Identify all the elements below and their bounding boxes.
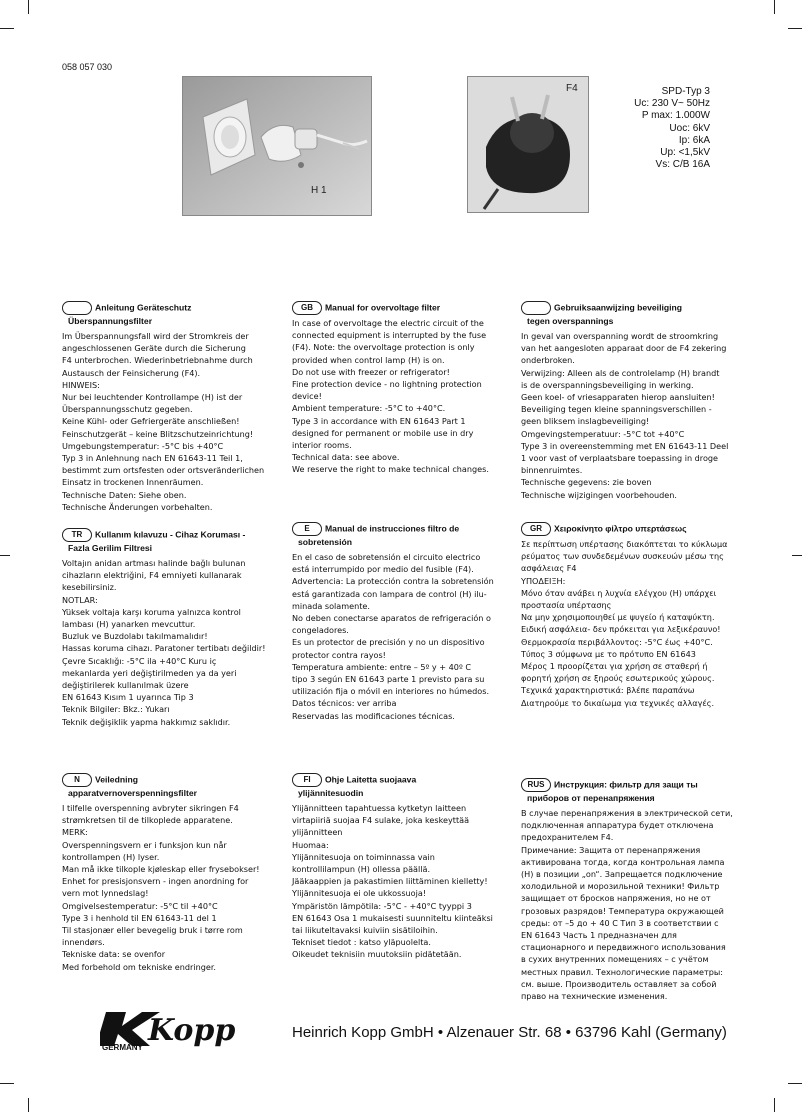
kopp-logo — [100, 1006, 242, 1052]
section-text-line: Huomaa: — [292, 839, 329, 850]
spec-line: Uc: 230 V~ 50Hz — [634, 98, 710, 110]
section-text-line: Technische Daten: Siehe oben. — [62, 489, 187, 500]
spec-line: SPD-Typ 3 — [661, 86, 710, 97]
section-text-line: mekanlarda yeri değiştirilmeden ya da yeri — [62, 667, 237, 678]
crop-mark — [788, 28, 802, 29]
section-title — [62, 773, 282, 800]
section-text-line: is de overspanningsbeveiliging in werking. — [521, 379, 694, 390]
language-badge — [62, 301, 92, 315]
section-title-line1: Veiledning — [95, 774, 138, 785]
section-text-line: Tekniset tiedot : katso yläpuolelta. — [292, 937, 431, 948]
section-text-line: vern mot lynnedslag! — [62, 888, 149, 899]
section-text-line: Technical data: see above. — [292, 452, 400, 463]
section-title-line2: Überspannungsfilter — [68, 316, 153, 326]
section-text-line: Çevre Sıcaklığı: -5°C ila +40°C Kuru iç — [62, 655, 217, 666]
section-text-line: в сухих внутренних помещениях – с учётом — [521, 954, 709, 965]
section-text-line: Omgevingstemperatuur: -5°C tot +40°C — [521, 428, 685, 439]
section-text-line: Type 3 in overeenstemming met EN 61643-11 Deel — [521, 440, 729, 451]
section-text-line: Überspannungsschutz gegeben. — [62, 404, 193, 415]
section-title-line1: Anleitung Geräteschutz — [95, 302, 192, 313]
section-title-line1: Инструкция: фильтр для защи ты — [554, 779, 698, 790]
section-text-line: см. выше. Производитель оставляет за собой — [521, 978, 717, 989]
section-text-line: virtapiiriä suojaa F4 sulake, joka keskeyttää — [292, 815, 470, 826]
section-title-line2: приборов от перенапряжения — [527, 793, 655, 803]
section-text-line: Keine Kühl- oder Gefriergeräte anschließen! — [62, 416, 240, 427]
language-badge: TR — [62, 528, 92, 542]
section-title — [521, 778, 766, 805]
section-text-line: tipo 3 según EN 61643 parte 1 previsto para su — [292, 674, 485, 685]
section-text-line: Voltajın anidan artması halinde bağlı bulunan — [62, 558, 246, 568]
language-badge: E — [292, 522, 322, 536]
section-text-line: Med forbehold om tekniske endringer. — [62, 961, 216, 972]
section-text-line: Enhet for presisjonsvern - ingen anordning for — [62, 876, 249, 887]
section-text-line: 1 voor vast of verplaatsbare toepassing in droge — [521, 453, 719, 464]
section-norwegian — [62, 773, 282, 973]
section-german — [62, 301, 282, 513]
section-text-line: innendørs. — [62, 937, 105, 948]
section-text-line: Τεχνικά χαρακτηριστικά: βλέπε παραπάνω — [521, 685, 695, 696]
section-title — [292, 301, 512, 315]
section-text-line: Ambient temperature: -5°C to +40°C. — [292, 403, 446, 414]
fold-mark — [792, 555, 802, 556]
section-text-line: (H) в позиции „on“. Запрещается подключение — [521, 869, 723, 880]
section-text-line: EN 61643 Osa 1 mukaisesti suunniteltu kiinteäksi — [292, 912, 493, 923]
section-text-line: Til stasjonær eller bevegelig bruk i tørre rom — [62, 925, 243, 936]
section-title-line2: Fazla Gerilim Filtresi — [68, 543, 153, 553]
section-text-line: EN 61643 Kısım 1 uyarınca Tip 3 — [62, 692, 194, 703]
section-text-line: Μέρος 1 προορίζεται για χρήση σε σταθερή ή — [521, 661, 708, 672]
section-text-line: Typ 3 in Anlehnung nach EN 61643-11 Teil 1, — [62, 453, 243, 464]
technical-specs — [600, 86, 710, 171]
spec-line: Ip: 6kA — [678, 134, 710, 146]
section-text-line: Technische Änderungen vorbehalten. — [62, 501, 213, 512]
section-text-line: Μόνο όταν ανάβει η λυχνία ελέγχου (H) υπάρχει — [521, 587, 717, 598]
section-text-line: Im Überspannungsfall wird der Stromkreis der — [62, 331, 249, 341]
language-badge: FI — [292, 773, 322, 787]
section-text-line: Τύπος 3 σύμφωνα με το πρότυπο EN 61643 — [521, 648, 696, 659]
section-text-line: NOTLAR: — [62, 594, 98, 605]
section-text-line: Do not use with freezer or refrigerator! — [292, 366, 450, 377]
section-text-line: Σε περίπτωση υπέρτασης διακόπτεται το κύκλωμα — [521, 539, 728, 549]
section-text-line: Austausch der Feinsicherung (F4). — [62, 367, 201, 378]
section-title — [521, 522, 766, 536]
section-text-line: connected equipment is interrupted by the fuse — [292, 330, 487, 341]
language-badge — [521, 301, 551, 315]
section-text-line: Einsatz in trockenen Innenräumen. — [62, 477, 204, 488]
crop-mark — [788, 1083, 802, 1084]
section-text-line: подключенная аппаратура будет отключена — [521, 820, 714, 831]
section-text-line: strømkretsen til de tilkoplede apparatene. — [62, 815, 233, 826]
section-greek — [521, 522, 766, 709]
section-text-line: Type 3 i henhold til EN 61643-11 del 1 — [62, 912, 217, 923]
crop-mark — [774, 1098, 775, 1112]
crop-mark — [28, 0, 29, 14]
section-text-line: среды: от –5 до + 40 С Тип 3 в соответствии с — [521, 917, 719, 928]
section-text-line: Teknik Bilgiler: Bkz.: Yukarı — [62, 704, 170, 715]
section-text-line: cihazların elektriğini, F4 emniyeti kullanarak — [62, 570, 242, 581]
section-text-line: Примечание: Защита от перенапряжения — [521, 844, 701, 855]
section-text-line: está garantizada con lampara de control (H) ilu- — [292, 588, 487, 599]
section-text-line: προστασία υπέρτασης — [521, 600, 612, 611]
section-text-line: EN 61643 Часть 1 предназначен для — [521, 930, 677, 941]
crop-mark — [0, 28, 14, 29]
section-text-line: В случае перенапряжения в электрической сети, — [521, 808, 733, 818]
section-title-line2: sobretensión — [298, 537, 352, 547]
section-text-line: In case of overvoltage the electric circuit of the — [292, 318, 484, 328]
section-text-line: kontrollilampun (H) ollessa päällä. — [292, 864, 431, 875]
section-text-line: está interrumpido por medio del fusible (F4). — [292, 564, 474, 575]
language-badge: GB — [292, 301, 322, 315]
section-text-line: Ylijännitesuoja on toiminnassa vain — [292, 851, 435, 862]
section-text-line: angeschlossenen Geräte durch die Sicherung — [62, 343, 246, 354]
section-text-line: Omgivelsestemperatur: -5°C til +40°C — [62, 900, 218, 911]
section-text-line: Geen koel- of vriesapparaten hierop aansluiten! — [521, 392, 715, 403]
section-text-line: bestimmt zum ortsfesten oder ortsveränderlichen — [62, 465, 265, 476]
section-text-line: Buzluk ve Buzdolabı takılmamalıdır! — [62, 631, 208, 642]
section-title-line1: Kullanım kılavuzu - Cihaz Koruması - — [95, 529, 246, 540]
logo-brand: Kopp — [148, 1013, 236, 1048]
section-title — [292, 773, 512, 800]
section-finnish — [292, 773, 512, 961]
section-text-line: активирована тогда, когда контрольная лампа — [521, 856, 725, 867]
section-dutch — [521, 301, 751, 501]
section-text-line: geen bliksem inslagbeveiliging! — [521, 416, 650, 427]
section-text-line: protector contra rayos! — [292, 649, 386, 660]
section-text-line: Verwijzing: Alleen als de controlelamp (H) brandt — [521, 367, 720, 378]
section-text-line: MERK: — [62, 827, 88, 838]
section-text-line: We reserve the right to make technical changes. — [292, 464, 489, 475]
section-text-line: Technische gegevens: zie boven — [521, 477, 652, 488]
section-text-line: Teknik değişiklik yapma hakkımız saklıdır. — [62, 716, 231, 727]
crop-mark — [28, 1098, 29, 1112]
section-title — [62, 528, 282, 555]
section-text-line: Nur bei leuchtender Kontrollampe (H) ist der — [62, 392, 243, 403]
section-text-line: Reservadas las modificaciones técnicas. — [292, 710, 455, 721]
logo-country: GERMANY — [102, 1043, 143, 1052]
section-text-line: Hassas koruma cihazı. Paratoner tertibatı değildir! — [62, 643, 266, 654]
section-title-line1: Manual for overvoltage filter — [325, 302, 441, 313]
section-text-line: Es un protector de precisión y no un dispositivo — [292, 637, 485, 648]
section-text-line: Oikeudet teknisiin muutoksiin pidätetään. — [292, 949, 462, 960]
section-text-line: HINWEIS: — [62, 379, 100, 390]
section-text-line: Διατηρούμε το δικαίωμα για τεχνικές αλλαγές. — [521, 697, 715, 708]
section-title — [62, 301, 282, 328]
section-text-line: Ympäristön lämpötila: -5°C - +40°C tyyppi 3 — [292, 900, 472, 911]
section-text-line: Tekniske data: se ovenfor — [62, 949, 166, 960]
spec-line: P max: 1.000W — [641, 110, 710, 122]
section-text-line: Technische wijzigingen voorbehouden. — [521, 489, 677, 500]
section-text-line: device! — [292, 391, 322, 402]
section-text-line: Να μην χρησιμοποιηθεί με ψυγείο ή καταψύκτη. — [521, 612, 715, 623]
company-address: Heinrich Kopp GmbH • Alzenauer Str. 68 • 63796 Kahl (Germany) — [292, 1024, 727, 1041]
language-badge: N — [62, 773, 92, 787]
section-title-line2: apparatvernoverspenningsfilter — [68, 788, 197, 798]
section-text-line: van het aangesloten apparaat door de F4 zekering — [521, 343, 727, 354]
section-text-line: Man må ikke tilkople kjøleskap eller frysebokser! — [62, 864, 260, 875]
section-text-line: Advertencia: La protección contra la sobretensión — [292, 576, 494, 587]
section-text-line: onderbroken. — [521, 355, 575, 366]
section-text-line: предохранителем F4. — [521, 832, 614, 843]
section-text-line: kesebilirsiniz. — [62, 582, 117, 593]
section-text-line: binnenruimtes. — [521, 465, 583, 476]
crop-mark — [774, 0, 775, 14]
label-h1: H 1 — [311, 185, 327, 196]
section-title — [521, 301, 751, 328]
section-text-line: F4 unterbrochen. Wiederinbetriebnahme durch — [62, 355, 253, 366]
section-text-line: местных правил. Технологические параметры: — [521, 966, 723, 977]
section-text-line: Fine protection device - no lightning protection — [292, 379, 482, 390]
section-text-line: Beveiliging tegen kleine spanningsverschillen - — [521, 404, 712, 415]
section-text-line: Ειδική ασφάλεια- δεν πρόκειται για λεξικέραυνο! — [521, 624, 721, 635]
section-text-line: холодильной и морозильной техники! Фильтр — [521, 881, 720, 892]
section-text-line: minada solamente. — [292, 600, 370, 611]
label-f4: F4 — [566, 83, 578, 94]
section-text-line: Overspenningsvern er i funksjon kun når — [62, 839, 227, 850]
section-title-line1: Ohje Laitetta suojaava — [325, 774, 417, 785]
section-text-line: Umgebungstemperatur: -5°C bis +40°C — [62, 440, 224, 451]
section-title-line1: Manual de instrucciones filtro de — [325, 523, 460, 534]
section-text-line: Ylijännitteen tapahtuessa kytketyn laitteen — [292, 803, 467, 813]
section-text-line: lambası (H) yanarken mevcuttur. — [62, 619, 196, 630]
fold-mark — [0, 555, 10, 556]
spec-line: Up: <1,5kV — [660, 147, 710, 159]
section-title-line1: Gebruiksaanwijzing beveiliging — [554, 302, 682, 313]
section-text-line: Jääkaappien ja pakastimien liittäminen kielletty! — [292, 876, 488, 887]
section-text-line: No deben conectarse aparatos de refrigeración o — [292, 613, 491, 624]
section-text-line: Type 3 in accordance with EN 61643 Part 1 — [292, 415, 466, 426]
section-english — [292, 301, 512, 476]
section-text-line: tai liikuteltavaksi kuiviin sisätiloihin. — [292, 925, 438, 936]
section-text-line: φορητή χρήση σε ξηρούς εσωτερικούς χώρους. — [521, 673, 715, 684]
section-text-line: Feinschutzgerät – keine Blitzschutzeinrichtung! — [62, 428, 254, 439]
plug-illustration — [468, 77, 588, 212]
section-text-line: (F4). Note: the overvoltage protection is only — [292, 342, 475, 353]
section-text-line: En el caso de sobretensión el circuito electrico — [292, 552, 481, 562]
spec-line: Vs: C/B 16A — [655, 159, 710, 171]
section-text-line: право на технические изменения. — [521, 991, 668, 1002]
section-turkish — [62, 528, 282, 728]
section-title-line2: tegen overspannings — [527, 316, 614, 326]
section-text-line: ασφάλειας F4 — [521, 563, 577, 574]
product-photo-plug — [467, 76, 589, 213]
spec-line: Uoc: 6kV — [669, 122, 710, 134]
section-russian — [521, 778, 766, 1002]
section-text-line: Temperatura ambiente: entre – 5º y + 40º C — [292, 661, 471, 672]
section-text-line: designed for permanent or mobile use in dry — [292, 427, 474, 438]
section-text-line: защищает от бросков напряжения, но не от — [521, 893, 711, 904]
section-title-line1: Χειροκίνητο φίλτρο υπερτάσεως — [554, 523, 687, 534]
crop-mark — [0, 1083, 14, 1084]
section-spanish — [292, 522, 512, 722]
section-text-line: provided when control lamp (H) is on. — [292, 354, 445, 365]
section-text-line: Datos técnicos: ver arriba — [292, 698, 397, 709]
section-text-line: utilización fija o móvil en interiores no húmedos. — [292, 686, 490, 697]
product-photo-socket — [182, 76, 372, 216]
section-text-line: Yüksek voltaja karşı koruma yalnızca kontrol — [62, 606, 241, 617]
section-text-line: congeladores. — [292, 625, 349, 636]
section-text-line: I tilfelle overspenning avbryter sikringen F4 — [62, 803, 239, 813]
section-text-line: стационарного и передвижного использования — [521, 942, 726, 953]
section-text-line: In geval van overspanning wordt de stroomkring — [521, 331, 719, 341]
section-text-line: kontrollampen (H) lyser. — [62, 851, 160, 862]
section-text-line: ΥΠΟΔΕΙΞΗ: — [521, 575, 566, 586]
part-number: 058 057 030 — [62, 62, 113, 72]
section-text-line: ylijännitteen — [292, 827, 343, 838]
language-badge: RUS — [521, 778, 551, 792]
section-title-line2: ylijännitesuodin — [298, 788, 364, 798]
section-title — [292, 522, 512, 549]
section-text-line: ρεύματος των συνδεδεμένων συσκευών μέσω της — [521, 551, 724, 562]
section-text-line: Ylijännitesuoja ei ole ukkossuoja! — [292, 888, 427, 899]
socket-illustration — [183, 77, 371, 215]
section-text-line: Θερμοκρασία περιβάλλοντος: -5°C έως +40°C. — [521, 636, 713, 647]
language-badge: GR — [521, 522, 551, 536]
section-text-line: değiştirilerek kullanılmak üzere — [62, 680, 189, 691]
section-text-line: грозовых разрядов! Температура окружающей — [521, 905, 724, 916]
section-text-line: interior rooms. — [292, 440, 352, 451]
